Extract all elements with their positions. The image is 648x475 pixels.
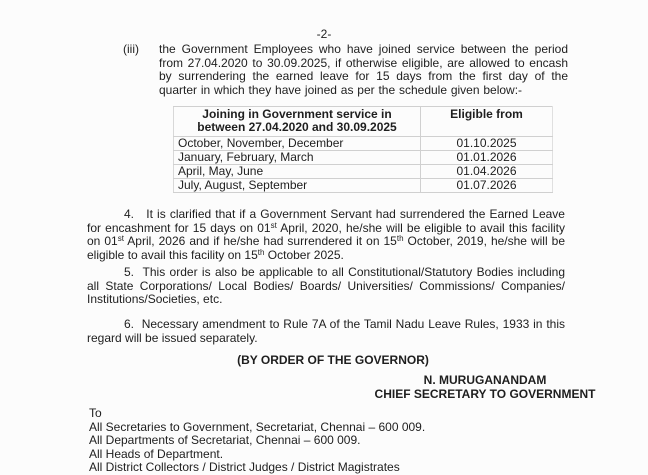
page-number: -2- bbox=[316, 27, 332, 41]
paragraph-text: April, 2020, he/she will be eligible to avail this facility on 01 bbox=[87, 220, 565, 249]
paragraph-text: October, 2019, he/she will be eligible to avail this facility on 15 bbox=[87, 234, 565, 262]
signatory-name: N. MURUGANANDAM bbox=[423, 373, 547, 387]
paragraph-4 bbox=[87, 208, 565, 262]
recipient-item: All District Collectors / District Judges / District Magistrates bbox=[89, 460, 400, 474]
table-row bbox=[174, 179, 553, 193]
signatory-designation: CHIEF SECRETARY TO GOVERNMENT bbox=[374, 387, 596, 401]
header-eligible-from: Eligible from bbox=[421, 107, 553, 137]
header-line-2: between 27.04.2020 and 30.09.2025 bbox=[197, 120, 397, 134]
recipient-item: All Departments of Secretariat, Chennai – 600 009. bbox=[89, 433, 361, 447]
cell-eligible-from: 01.10.2025 bbox=[421, 137, 553, 151]
cell-eligible-from: 01.07.2026 bbox=[421, 179, 553, 193]
paragraph-text: Necessary amendment to Rule 7A of the Tamil Nadu Leave Rules, 1933 in this regard will be issued separately. bbox=[87, 317, 565, 345]
table-row bbox=[174, 137, 553, 151]
paragraph-6 bbox=[87, 318, 565, 345]
paragraph-text: This order is also be applicable to all Constitutional/Statutory Bodies including all State Corporations/ Local Bodies/ Boards/ Universities/ Commissions/ Companies/ Institutions/Societies, etc. bbox=[87, 265, 566, 307]
clause-number: (iii) bbox=[123, 42, 139, 56]
paragraph-number: 6. bbox=[124, 317, 135, 331]
cell-quarter: April, May, June bbox=[174, 165, 421, 179]
recipient-item: All Heads of Department. bbox=[89, 446, 224, 461]
paragraph-number: 4. bbox=[124, 207, 135, 221]
paragraph-5 bbox=[87, 266, 565, 307]
clause-text: the Government Employees who have joined service between the period from 27.04.2020 to 30.09.2025, if otherwise eligible, are allowed to encash by surrendering the earned leave for 15 days from the first day of the quarter in which they have joined as per the schedule given below:- bbox=[159, 42, 568, 97]
ordinal-suffix: st bbox=[270, 220, 277, 230]
paragraph-number: 5. bbox=[124, 265, 135, 279]
clause-iii bbox=[123, 43, 568, 97]
paragraph-text: April, 2026 and if he/she had surrendered it on 15 bbox=[123, 234, 397, 249]
cell-eligible-from: 01.01.2026 bbox=[421, 151, 553, 165]
paragraph-text: October 2025. bbox=[264, 247, 344, 262]
cell-eligible-from: 01.04.2026 bbox=[421, 165, 553, 179]
recipient-item: All Secretaries to Government, Secretariat, Chennai – 600 009. bbox=[89, 419, 426, 434]
signatory-block bbox=[360, 373, 610, 401]
table-header-row bbox=[174, 107, 553, 137]
header-joining-period bbox=[174, 107, 421, 137]
paragraph-text: It is clarified that if a Government Servant had surrendered the Earned Leave for encashment for 15 days on 01 bbox=[87, 207, 565, 235]
order-line: (BY ORDER OF THE GOVERNOR) bbox=[237, 353, 429, 367]
eligibility-schedule-table bbox=[173, 106, 553, 193]
cell-quarter: January, February, March bbox=[174, 151, 421, 165]
to-heading: To bbox=[89, 406, 102, 420]
cell-quarter: July, August, September bbox=[174, 179, 421, 193]
ordinal-suffix: th bbox=[257, 247, 265, 257]
table-row bbox=[174, 151, 553, 165]
ordinal-suffix: th bbox=[396, 234, 404, 244]
table-row bbox=[174, 165, 553, 179]
recipients-block bbox=[89, 407, 425, 475]
header-line-1: Joining in Government service in bbox=[202, 107, 392, 121]
ordinal-suffix: st bbox=[117, 234, 124, 244]
cell-quarter: October, November, December bbox=[174, 137, 421, 151]
